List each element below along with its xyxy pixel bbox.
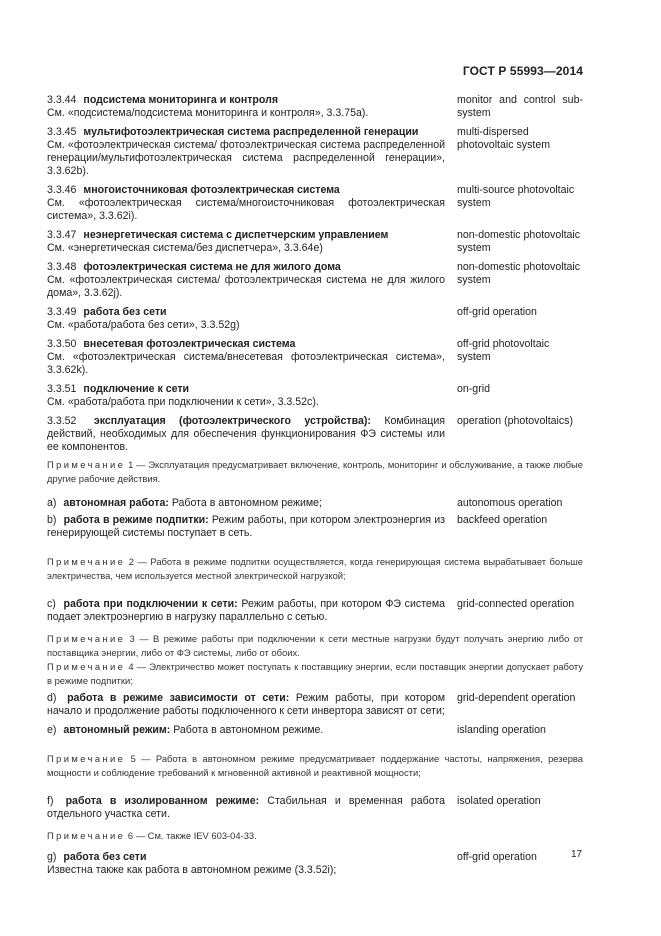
item-english: grid-connected operation <box>457 598 575 610</box>
term-entry <box>47 261 583 300</box>
item-definition: Режим работы, при котором ФЭ система подает электроэнергию в нагрузку параллельно с сетью. <box>47 598 445 623</box>
note-text: 4 — Электричество может поступать к поставщику энергии, если поставщик энергии допускает работу в режиме подпитки; <box>47 661 584 686</box>
note-text: 5 — Работа в автономном режиме предусматривает поддержание частоты, напряжения, резерва мощности и соблюдение требований к мгновенной активной и реактивной мощности; <box>47 753 583 778</box>
entry-term: многоисточниковая фотоэлектрическая система <box>83 184 340 196</box>
item-term: автономная работа: <box>63 497 169 509</box>
entry-definition: См. «работа/работа при подключении к сети», 3.3.52c). <box>47 396 319 408</box>
entry-term: фотоэлектрическая система не для жилого дома <box>83 261 341 273</box>
term-entry <box>47 415 583 454</box>
term-entry <box>47 94 583 120</box>
item-letter: e) <box>47 724 57 736</box>
item-definition: Режим работы, при котором начало и продолжение работы подключенного к сети инвертора зависят от сети; <box>47 692 445 717</box>
entry-english: non-domestic photovoltaic system <box>457 261 581 286</box>
entry-number: 3.3.44 <box>47 94 77 106</box>
item-definition: Режим работы, при котором электроэнергия из генерирующей системы поступает в сеть. <box>47 514 445 539</box>
entry-number: 3.3.52 <box>47 415 77 427</box>
term-entry <box>47 126 583 178</box>
item-english: autonomous operation <box>457 497 563 509</box>
note-label: Примечание <box>47 556 126 567</box>
item-term: работа без сети <box>63 851 147 863</box>
note-label: Примечание <box>47 830 126 841</box>
note-text: 6 — См. также IEV 603-04-33. <box>127 830 257 841</box>
list-item-g <box>47 851 583 877</box>
item-english: isolated operation <box>457 795 541 807</box>
entry-number: 3.3.51 <box>47 383 77 395</box>
item-term: автономный режим: <box>63 724 171 736</box>
entry-term: эксплуатация (фотоэлектрического устройства): <box>93 415 371 427</box>
item-english: islanding operation <box>457 724 546 736</box>
note-text: 1 — Эксплуатация предусматривает включение, контроль, мониторинг и обслуживание, а также любые другие рабочие действия. <box>47 459 584 484</box>
entry-number: 3.3.48 <box>47 261 77 273</box>
item-term: работа в режиме зависимости от сети: <box>67 692 290 704</box>
note-1 <box>47 458 583 486</box>
note-label: Примечание <box>47 633 126 644</box>
entry-number: 3.3.47 <box>47 229 77 241</box>
note-label: Примечание <box>47 459 126 470</box>
term-entry <box>47 306 583 332</box>
item-letter: g) <box>47 851 57 863</box>
entry-english: operation (photovoltaics) <box>457 415 574 427</box>
item-letter: d) <box>47 692 57 704</box>
term-entry <box>47 229 583 255</box>
entry-term: подключение к сети <box>83 383 190 395</box>
entry-english: non-domestic photovoltaic system <box>457 229 581 254</box>
entry-term: внесетевая фотоэлектрическая система <box>83 338 296 350</box>
note-3 <box>47 632 583 660</box>
note-4 <box>47 660 583 688</box>
entry-number: 3.3.50 <box>47 338 77 350</box>
list-item-f <box>47 795 583 821</box>
entry-definition: См. «энергетическая система/без диспетчера», 3.3.64e) <box>47 242 323 254</box>
entry-english: monitor and control sub-system <box>457 94 583 119</box>
item-definition: Известна также как работа в автономном режиме (3.3.52i); <box>47 864 337 876</box>
item-term: работа в изолированном режиме: <box>65 795 260 807</box>
entry-term: неэнергетическая система с диспетчерским управлением <box>83 229 389 241</box>
item-definition: Работа в автономном режиме. <box>173 724 324 736</box>
entry-definition: См. «фотоэлектрическая система/ фотоэлектрическая система не для жилого дома», 3.3.62j). <box>47 274 445 299</box>
item-term: работа в режиме подпитки: <box>63 514 209 526</box>
entry-definition: См. «фотоэлектрическая система/многоисточниковая фотоэлектрическая система», 3.3.62i). <box>47 197 445 222</box>
note-text: 2 — Работа в режиме подпитки осуществляется, когда генерирующая система вырабатывает больше электричества, чем используется местной электрической нагрузкой; <box>47 556 583 581</box>
entry-term: подсистема мониторинга и контроля <box>83 94 278 106</box>
entry-term: работа без сети <box>83 306 167 318</box>
entry-english: multi-dispersed photovoltaic system <box>457 126 551 151</box>
item-letter: b) <box>47 514 57 526</box>
item-english: grid-dependent operation <box>457 692 576 704</box>
list-item-e <box>47 724 583 737</box>
note-6 <box>47 829 583 843</box>
entry-definition: См. «подсистема/подсистема мониторинга и контроля», 3.3.75a). <box>47 107 369 119</box>
entry-definition: См. «фотоэлектрическая система/ фотоэлектрическая система распределенной генерации/мультифотоэлектрическая система распределенной генерации», 3.3.62b). <box>47 139 445 177</box>
document-header: ГОСТ Р 55993—2014 <box>462 64 583 78</box>
entry-number: 3.3.45 <box>47 126 77 138</box>
list-item-c <box>47 598 583 624</box>
item-english: backfeed operation <box>457 514 548 526</box>
entry-term: мультифотоэлектрическая система распределенной генерации <box>83 126 419 138</box>
term-entry <box>47 383 583 409</box>
item-letter: f) <box>47 795 54 807</box>
item-english: off-grid operation <box>457 851 537 863</box>
item-letter: c) <box>47 598 56 610</box>
entry-english: multi-source photovoltaic system <box>457 184 575 209</box>
term-entry <box>47 338 583 377</box>
entry-number: 3.3.46 <box>47 184 77 196</box>
entry-definition: См. «работа/работа без сети», 3.3.52g) <box>47 319 240 331</box>
entry-english: on-grid <box>457 383 490 395</box>
note-5 <box>47 752 583 780</box>
item-definition: Работа в автономном режиме; <box>171 497 322 509</box>
page-number: 17 <box>571 849 583 860</box>
entry-english: off-grid operation <box>457 306 537 318</box>
item-term: работа при подключении к сети: <box>63 598 238 610</box>
item-definition: Стабильная и временная работа отдельного участка сети. <box>47 795 445 820</box>
note-text: 3 — В режиме работы при подключении к сети местные нагрузки будут получать энергию либо от поставщика энергии, либо от ФЭ системы, либо от обоих. <box>47 633 584 658</box>
list-item-a <box>47 497 583 510</box>
entry-number: 3.3.49 <box>47 306 77 318</box>
terms-content <box>47 94 583 877</box>
note-2 <box>47 555 583 583</box>
entry-english: off-grid photovoltaic system <box>457 338 550 363</box>
note-label: Примечание <box>47 753 126 764</box>
list-item-b <box>47 514 583 540</box>
entry-definition: См. «фотоэлектрическая система/внесетевая фотоэлектрическая система», 3.3.62k). <box>47 351 445 376</box>
note-label: Примечание <box>47 661 126 672</box>
term-entry <box>47 184 583 223</box>
entry-definition: Комбинация действий, необходимых для обеспечения функционирования ФЭ системы или ее компонентов. <box>47 415 445 453</box>
item-letter: a) <box>47 497 57 509</box>
list-item-d <box>47 692 583 718</box>
